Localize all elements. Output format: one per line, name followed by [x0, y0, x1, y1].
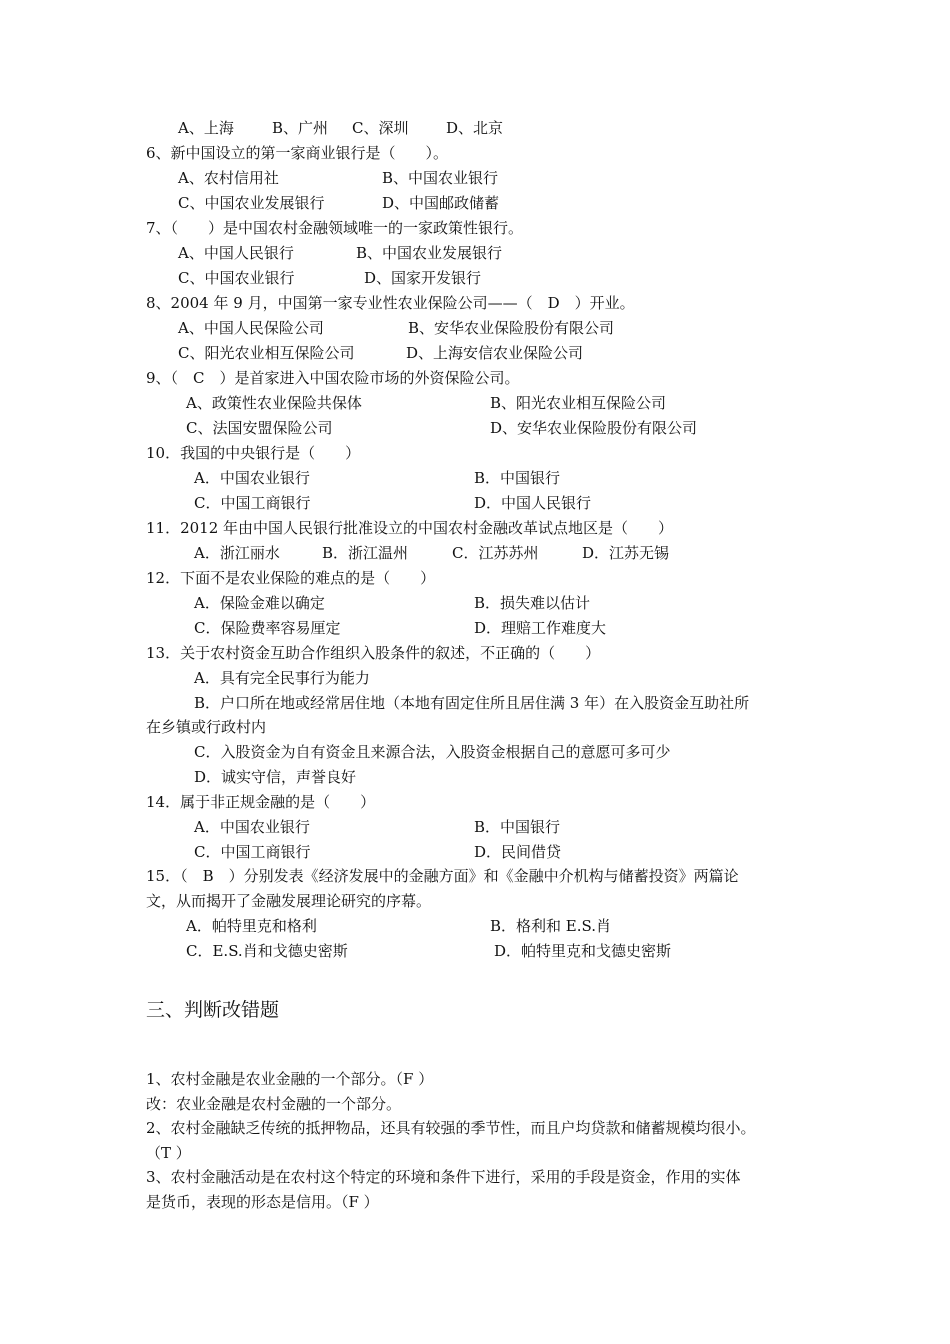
q15-option-c: C．E.S.肖和戈德史密斯 [186, 942, 348, 960]
q9-option-a: A、政策性农业保险共保体 [186, 394, 362, 412]
q14-option-b: B．中国银行 [474, 818, 561, 836]
q15-stem-line1: 15．（ B ）分别发表《经济发展中的金融方面》和《金融中介机构与储蓄投资》两篇论 [146, 867, 739, 885]
q10-option-d: D．中国人民银行 [474, 494, 592, 512]
q15-option-d: D．帕特里克和戈德史密斯 [494, 942, 672, 960]
q10-option-c: C．中国工商银行 [194, 494, 311, 512]
q13-option-d: D．诚实守信，声誉良好 [194, 768, 357, 786]
q6-option-a: A、农村信用社 [178, 169, 279, 187]
q12-option-a: A．保险金难以确定 [194, 594, 325, 612]
q11-stem: 11．2012 年由中国人民银行批准设立的中国农村金融改革试点地区是（ ） [146, 519, 674, 537]
q11-option-a: A．浙江丽水 [194, 544, 280, 562]
judgement-1: 1、农村金融是农业金融的一个部分。（F ） [146, 1070, 434, 1088]
q15-stem-line2: 文，从而揭开了金融发展理论研究的序幕。 [146, 892, 432, 910]
q13-option-c: C．入股资金为自有资金且来源合法，入股资金根据自己的意愿可多可少 [194, 743, 671, 761]
q6-option-b: B、中国农业银行 [382, 169, 499, 187]
q12-option-b: B．损失难以估计 [474, 594, 591, 612]
q6-option-d: D、中国邮政储蓄 [382, 194, 500, 212]
q9-option-d: D、安华农业保险股份有限公司 [490, 419, 698, 437]
q8-option-a: A、中国人民保险公司 [178, 319, 324, 337]
q13-option-b-line2: 在乡镇或行政村内 [146, 718, 267, 736]
q10-stem: 10．我国的中央银行是（ ） [146, 444, 361, 462]
q7-option-a: A、中国人民银行 [178, 244, 294, 262]
q11-option-b: B．浙江温州 [322, 544, 409, 562]
q5-option-d: D、北京 [446, 119, 504, 137]
q7-stem: 7、（ ）是中国农村金融领域唯一的一家政策性银行。 [146, 219, 524, 237]
q11-option-d: D．江苏无锡 [582, 544, 670, 562]
q15-option-a: A．帕特里克和格利 [186, 917, 317, 935]
judgement-3-line1: 3、农村金融活动是在农村这个特定的环境和条件下进行，采用的手段是资金，作用的实体 [146, 1168, 741, 1186]
judgement-2-line2: （T ） [146, 1144, 191, 1162]
q13-option-b-line1: B．户口所在地或经常居住地（本地有固定住所且居住满 3 年）在入股资金互助社所 [194, 694, 750, 712]
q9-option-c: C、法国安盟保险公司 [186, 419, 333, 437]
q13-stem: 13．关于农村资金互助合作组织入股条件的叙述，不正确的（ ） [146, 644, 601, 662]
q13-option-a: A．具有完全民事行为能力 [194, 669, 370, 687]
judgement-3-line2: 是货币，表现的形态是信用。（F ） [146, 1193, 379, 1211]
q9-option-b: B、阳光农业相互保险公司 [490, 394, 667, 412]
section-heading: 三、判断改错题 [146, 999, 280, 1021]
q14-option-a: A．中国农业银行 [194, 818, 310, 836]
q6-option-c: C、中国农业发展银行 [178, 194, 325, 212]
judgement-2-line1: 2、农村金融缺乏传统的抵押物品，还具有较强的季节性，而且户均贷款和储蓄规模均很小。 [146, 1119, 756, 1137]
q14-option-d: D．民间借贷 [474, 843, 562, 861]
q14-stem: 14．属于非正规金融的是（ ） [146, 793, 376, 811]
q10-option-a: A．中国农业银行 [194, 469, 310, 487]
q8-option-b: B、安华农业保险股份有限公司 [408, 319, 615, 337]
q5-option-a: A、上海 [178, 119, 234, 137]
q5-option-b: B、广州 [272, 119, 329, 137]
q12-option-c: C．保险费率容易厘定 [194, 619, 341, 637]
q14-option-c: C．中国工商银行 [194, 843, 311, 861]
q12-stem: 12．下面不是农业保险的难点的是（ ） [146, 569, 436, 587]
judgement-1-correction: 改：农业金融是农村金融的一个部分。 [146, 1095, 402, 1113]
q15-option-b: B．格利和 E.S.肖 [490, 917, 612, 935]
q8-stem: 8、2004 年 9 月，中国第一家专业性农业保险公司——（ D ）开业。 [146, 294, 635, 312]
q7-option-b: B、中国农业发展银行 [356, 244, 503, 262]
q7-option-d: D、国家开发银行 [364, 269, 482, 287]
q11-option-c: C．江苏苏州 [452, 544, 539, 562]
q10-option-b: B．中国银行 [474, 469, 561, 487]
q12-option-d: D．理赔工作难度大 [474, 619, 607, 637]
q6-stem: 6、新中国设立的第一家商业银行是（ ）。 [146, 144, 449, 162]
q8-option-d: D、上海安信农业保险公司 [406, 344, 584, 362]
q9-stem: 9、（ C ）是首家进入中国农险市场的外资保险公司。 [146, 369, 520, 387]
q8-option-c: C、阳光农业相互保险公司 [178, 344, 355, 362]
q7-option-c: C、中国农业银行 [178, 269, 295, 287]
q5-option-c: C、深圳 [352, 119, 409, 137]
